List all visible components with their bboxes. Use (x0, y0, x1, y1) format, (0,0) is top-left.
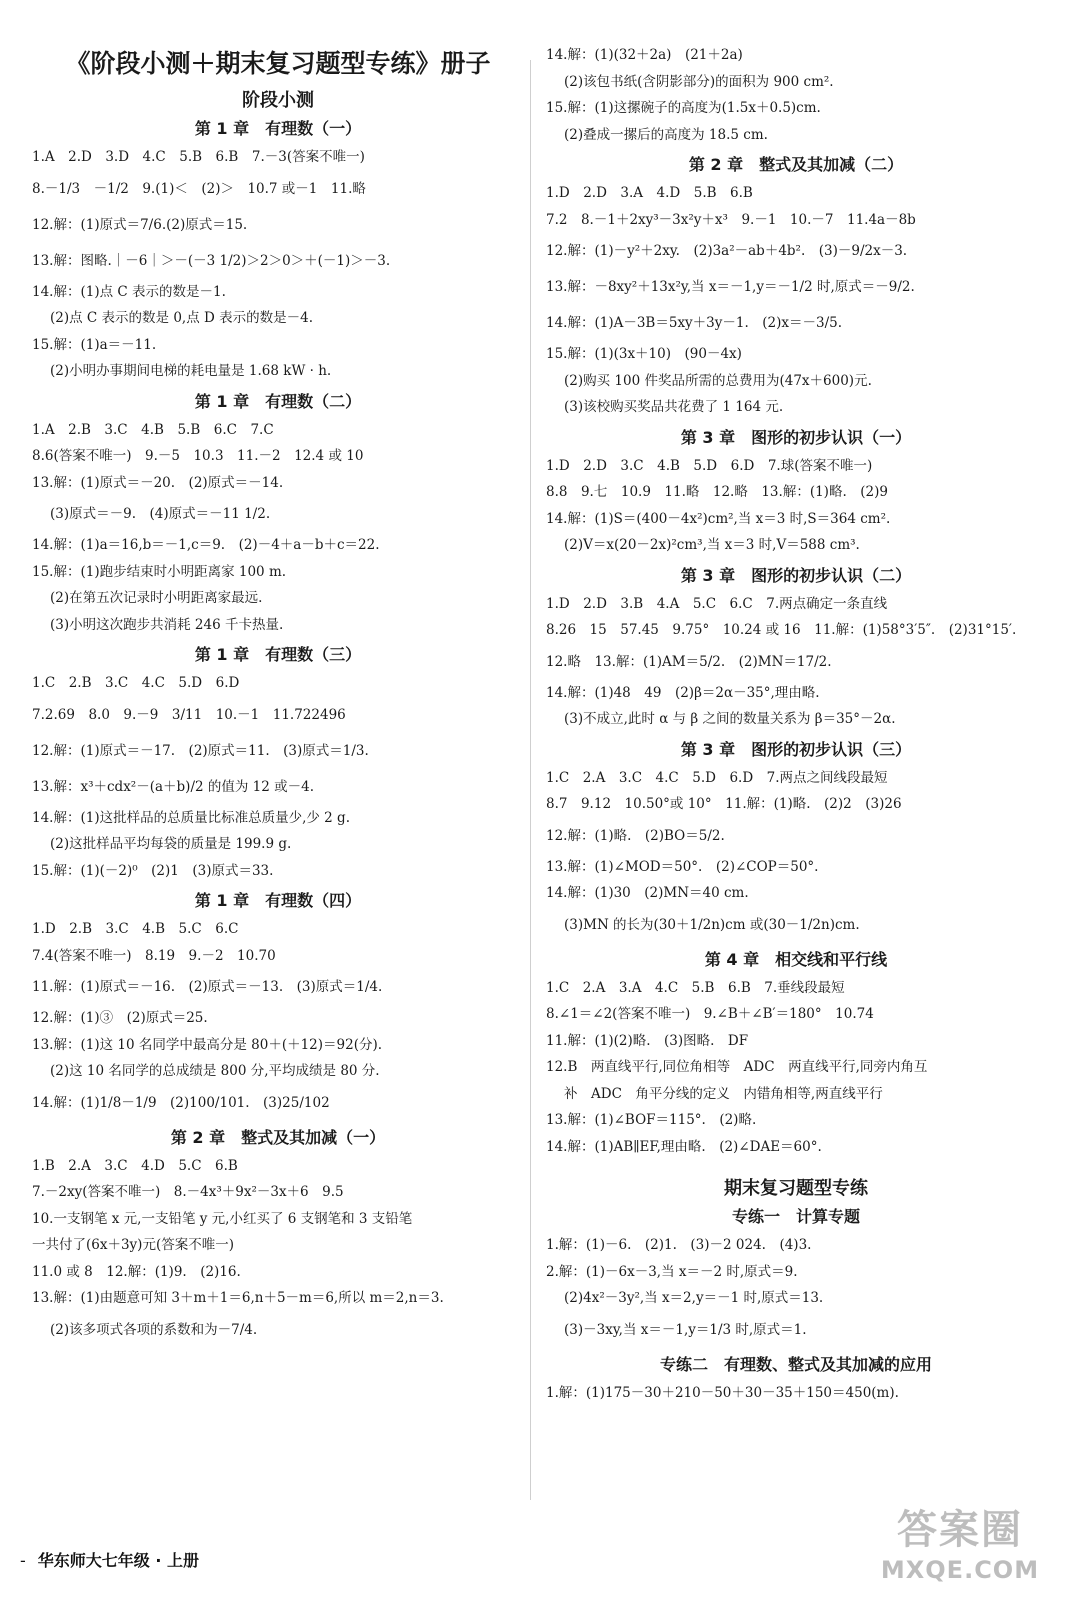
answer-line: 1.A 2.B 3.C 4.B 5.B 6.C 7.C (32, 421, 274, 438)
answer-line: 12.略 13.解：(1)AM＝5/2. (2)MN＝17/2. (546, 653, 832, 670)
answer-line: 13.解：x³＋cdx²－(a＋b)/2 的值为 12 或－4. (32, 778, 315, 795)
answer-line: 14.解：(1)1/8－1/9 (2)100/101. (3)25/102 (32, 1094, 330, 1111)
answer-line: 15.解：(1)a＝－11. (32, 336, 157, 353)
answer-line: (2)小明办事期间电梯的耗电量是 1.68 kW · h. (50, 363, 332, 379)
answer-line: 14.解：(1)30 (2)MN＝40 cm. (546, 885, 749, 901)
answer-line: 1.D 2.B 3.C 4.B 5.C 6.C (32, 921, 239, 937)
answer-line: 1.D 2.D 3.C 4.B 5.D 6.D 7.球(答案不唯一) (546, 457, 873, 474)
answer-line: (3)小明这次跑步共消耗 246 千卡热量. (50, 616, 284, 633)
answer-line: 1.解：(1)175－30＋210－50＋30－35＋150＝450(m). (546, 1384, 899, 1401)
answer-line: 14.解：(1)点 C 表示的数是－1. (32, 283, 226, 300)
answer-line: 7.－2xy(答案不唯一) 8.－4x³＋9x²－3x＋6 9.5 (32, 1184, 344, 1200)
answer-line: (2)4x²－3y²,当 x＝2,y＝－1 时,原式＝13. (564, 1290, 824, 1306)
answer-line: 8.7 9.12 10.50°或 10° 11.解：(1)略. (2)2 (3)26 (546, 796, 902, 812)
answer-line: 12.B 两直线平行,同位角相等 ADC 两直线平行,同旁内角互 (546, 1059, 928, 1075)
answer-line: 12.解：(1)原式＝－17. (2)原式＝11. (3)原式＝1/3. (32, 742, 369, 759)
answer-line: (2)点 C 表示的数是 0,点 D 表示的数是－4. (50, 310, 313, 326)
answer-line: 1.C 2.A 3.C 4.C 5.D 6.D 7.两点之间线段最短 (546, 769, 888, 786)
answer-line: 11.0 或 8 12.解：(1)9. (2)16. (32, 1263, 241, 1280)
page-title: 《阶段小测＋期末复习题型专练》册子 (65, 49, 491, 78)
answer-line: 13.解：(1)∠BOF＝115°. (2)略. (546, 1112, 757, 1128)
answer-line: 7.2.69 8.0 9.－9 3/11 10.－1 11.722496 (32, 706, 346, 723)
part-heading-final-review: 期末复习题型专练 (724, 1178, 868, 1199)
section-heading: 专练一 计算专题 (731, 1207, 860, 1226)
answer-line: 1.C 2.B 3.C 4.C 5.D 6.D (32, 675, 240, 691)
answer-line: 13.解：－8xy²＋13x²y,当 x＝－1,y＝－1/2 时,原式＝－9/2. (546, 279, 915, 295)
watermark (860, 1505, 1060, 1600)
answer-line: 1.解：(1)－6. (2)1. (3)－2 024. (4)3. (546, 1237, 812, 1253)
answer-line: 14.解：(1)这批样品的总质量比标准总质量少,少 2 g. (32, 809, 350, 826)
section-heading: 专练二 有理数、整式及其加减的应用 (659, 1354, 932, 1374)
answer-line: 13.解：(1)原式＝－20. (2)原式＝－14. (32, 474, 284, 491)
answer-line: 8.26 15 57.45 9.75° 10.24 或 16 11.解：(1)58°3′5″. (2)31°15′. (546, 622, 1017, 638)
answer-line: 13.解：(1)∠MOD＝50°. (2)∠COP＝50°. (546, 858, 819, 875)
page-footer (20, 1548, 199, 1571)
section-heading: 第 3 章 图形的初步认识（一） (680, 427, 912, 447)
answer-line: (2)叠成一摞后的高度为 18.5 cm. (564, 126, 768, 143)
answer-line: (2)该包书纸(含阴影部分)的面积为 900 cm². (564, 73, 834, 90)
answer-line: 14.解：(1)A－3B＝5xy＋3y－1. (2)x＝－3/5. (546, 315, 843, 331)
answer-line: 12.解：(1)略. (2)BO＝5/2. (546, 827, 725, 844)
answer-line: (3)原式＝－9. (4)原式＝－11 1/2. (50, 506, 271, 522)
answer-line: 8.8 9.七 10.9 11.略 12.略 13.解：(1)略. (2)9 (546, 484, 888, 500)
answer-line: 15.解：(1)这摞碗子的高度为(1.5x＋0.5)cm. (546, 100, 821, 116)
answer-line: (2)V＝x(20－2x)²cm³,当 x＝3 时,V＝588 cm³. (564, 537, 860, 553)
answer-line: 14.解：(1)S＝(400－4x²)cm²,当 x＝3 时,S＝364 cm². (546, 510, 891, 527)
column-divider (530, 60, 531, 1500)
answer-line: 15.解：(1)(3x＋10) (90－4x) (546, 346, 742, 362)
section-heading: 第 3 章 图形的初步认识（二） (680, 565, 912, 585)
answer-line: (2)这批样品平均每袋的质量是 199.9 g. (50, 836, 292, 852)
section-heading: 第 1 章 有理数（一） (194, 119, 362, 138)
answer-line: 15.解：(1)跑步结束时小明距离家 100 m. (32, 563, 287, 580)
answer-line: 7.4(答案不唯一) 8.19 9.－2 10.70 (32, 947, 276, 964)
watermark-logo-text: 答案圈 (897, 1507, 1023, 1553)
answer-line: 14.解：(1)AB∥EF,理由略. (2)∠DAE＝60°. (546, 1138, 822, 1155)
section-heading: 第 2 章 整式及其加减（一） (170, 1127, 386, 1147)
answer-line: 14.解：(1)48 49 (2)β＝2α－35°,理由略. (546, 684, 820, 701)
part-heading-stage-quiz: 阶段小测 (242, 90, 314, 111)
answer-line: 补 ADC 角平分线的定义 内错角相等,两直线平行 (564, 1085, 883, 1102)
footer-text: 华东师大七年级 · 上册 (37, 1551, 200, 1570)
answer-line: 8.－1/3 －1/2 9.(1)＜ (2)＞ 10.7 或－1 11.略 (32, 180, 366, 197)
answer-line: 14.解：(1)(32＋2a) (21＋2a) (546, 47, 743, 63)
answer-line: 8.∠1＝∠2(答案不唯一) 9.∠B＋∠B′＝180° 10.74 (546, 1006, 874, 1022)
section-heading: 第 3 章 图形的初步认识（三） (680, 739, 912, 759)
answer-line: (2)在第五次记录时小明距离家最远. (50, 590, 263, 606)
watermark-url: MXQE.COM (880, 1556, 1040, 1584)
answer-line: 11.解：(1)原式＝－16. (2)原式＝－13. (3)原式＝1/4. (32, 979, 383, 995)
answer-line: 13.解：(1)由题意可知 3＋m＋1＝6,n＋5－m＝6,所以 m＝2,n＝3. (32, 1290, 444, 1306)
answer-line: (3)不成立,此时 α 与 β 之间的数量关系为 β＝35°－2α. (564, 711, 896, 727)
answer-line: 1.D 2.D 3.B 4.A 5.C 6.C 7.两点确定一条直线 (546, 595, 888, 612)
answer-line: 12.解：(1)原式＝7/6.(2)原式＝15. (32, 216, 248, 233)
section-heading: 第 1 章 有理数（三） (194, 645, 362, 664)
answer-line: (2)这 10 名同学的总成绩是 800 分,平均成绩是 80 分. (50, 1063, 380, 1079)
answer-line: 12.解：(1)－y²＋2xy. (2)3a²－ab＋4b². (3)－9/2x－3. (546, 243, 908, 259)
footer-dash: - (20, 1551, 26, 1570)
answer-line: 13.解：图略.｜－6｜＞－(－3 1/2)＞2＞0＞＋(－1)＞－3. (32, 252, 391, 269)
section-heading: 第 2 章 整式及其加减（二） (688, 155, 904, 174)
answer-line: 14.解：(1)a＝16,b＝－1,c＝9. (2)－4＋a－b＋c＝22. (32, 537, 380, 553)
answer-line: 11.解：(1)(2)略. (3)图略. DF (546, 1032, 749, 1049)
answer-line: 一共付了(6x＋3y)元(答案不唯一) (32, 1237, 234, 1253)
answer-line: (3)MN 的长为(30＋1/2n)cm 或(30－1/2n)cm. (564, 916, 860, 933)
right-column (546, 0, 1046, 1406)
answer-line: (3)该校购买奖品共花费了 1 164 元. (564, 399, 784, 415)
answer-line: 1.A 2.D 3.D 4.C 5.B 6.B 7.－3(答案不唯一) (32, 149, 365, 165)
answer-line: 1.C 2.A 3.A 4.C 5.B 6.B 7.垂线段最短 (546, 979, 845, 996)
answer-line: (2)该多项式各项的系数和为－7/4. (50, 1321, 258, 1338)
section-heading: 第 4 章 相交线和平行线 (704, 949, 888, 969)
answer-line: 15.解：(1)(－2)⁰ (2)1 (3)原式＝33. (32, 862, 274, 879)
answer-line: 7.2 8.－1＋2xy³－3x²y＋x³ 9.－1 10.－7 11.4a－8b (546, 211, 916, 228)
answer-line: 2.解：(1)－6x－3,当 x＝－2 时,原式＝9. (546, 1263, 798, 1280)
answer-line: 1.D 2.D 3.A 4.D 5.B 6.B (546, 185, 753, 201)
section-heading: 第 1 章 有理数（四） (194, 891, 362, 910)
answer-line: 8.6(答案不唯一) 9.－5 10.3 11.－2 12.4 或 10 (32, 448, 364, 464)
left-column (32, 0, 524, 1348)
answer-line: (2)购买 100 件奖品所需的总费用为(47x＋600)元. (564, 372, 872, 389)
answer-line: 12.解：(1)③ (2)原式＝25. (32, 1010, 208, 1026)
answer-line: (3)－3xy,当 x＝－1,y＝1/3 时,原式＝1. (564, 1321, 807, 1338)
answer-line: 1.B 2.A 3.C 4.D 5.C 6.B (32, 1157, 238, 1174)
answer-line: 13.解：(1)这 10 名同学中最高分是 80＋(＋12)＝92(分). (32, 1036, 383, 1053)
section-heading: 第 1 章 有理数（二） (194, 391, 362, 411)
answer-line: 10.一支钢笔 x 元,一支铅笔 y 元,小红买了 6 支钢笔和 3 支铅笔 (32, 1210, 413, 1227)
